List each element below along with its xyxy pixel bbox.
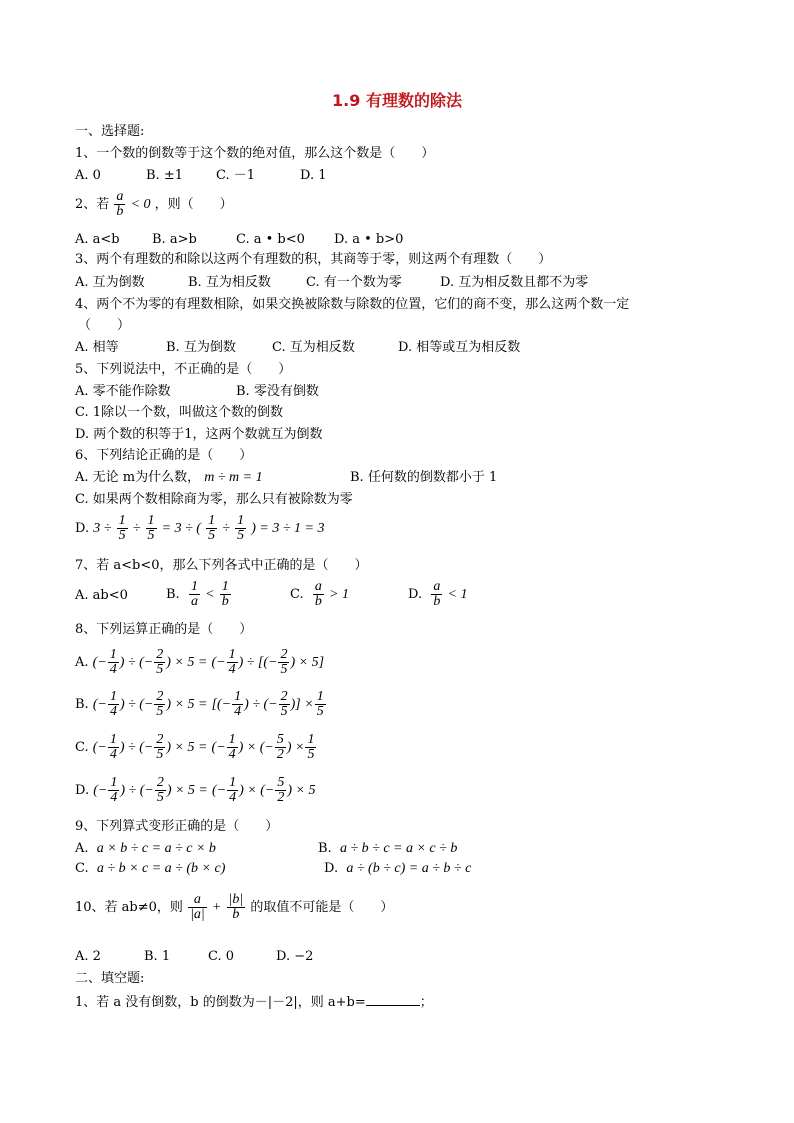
q7-b-fraction [189,580,200,609]
math-text: ) × 5] [290,654,325,670]
numerator: 2 [280,647,288,662]
q9-stem: 9、下列算式变形正确的是（ ） [75,819,279,834]
q6-d-term: ÷ [222,520,230,536]
math-text: ) × 5 [287,782,316,798]
q4-option-a: A. 相等 [75,340,119,355]
q2-frac-denominator: b [116,204,124,219]
fill-q1-end: ； [419,995,433,1010]
numerator: 1 [208,513,216,528]
q8-a-label: A. [75,654,89,670]
math-text: (− [211,654,226,670]
page-title: 1.9 有理数的除法 [332,91,462,110]
fraction [275,776,286,805]
q6-d-fraction [146,514,157,543]
math-text: ) ÷ (− [244,696,278,712]
q8-stem: 8、下列运算正确的是（ ） [75,622,253,637]
numerator: 5 [276,732,284,747]
numerator: 1 [109,689,117,704]
q10-option-c: C. 0 [208,949,235,964]
fraction [275,733,286,762]
denominator: 5 [237,528,245,543]
q2-frac-numerator: a [116,189,124,204]
numerator: 1 [316,689,324,704]
q7-b-fraction [220,580,231,609]
denominator: b [314,594,322,609]
numerator: 2 [156,689,164,704]
numerator: 1 [221,579,229,594]
math-text: (− [92,696,107,712]
q1-option-b: B. ±1 [146,168,183,183]
math-text: ) × (− [238,739,274,755]
denominator: 5 [156,704,164,719]
math-text: ) ÷ [(− [238,654,278,670]
q2-post: ，则（ ） [154,196,233,212]
denominator: a [190,594,198,609]
fraction [227,733,238,762]
q6-option-b: B. 任何数的倒数都小于 1 [350,470,498,485]
q10-pre: 10、若 ab≠0，则 [75,899,183,915]
q6-option-c: C. 如果两个数相除商为零，那么只有被除数为零 [75,492,353,507]
q2-option-b: B. a>b [152,232,197,247]
q1-option-d: D. 1 [300,168,327,183]
denominator: 5 [280,704,288,719]
numerator: 1 [229,775,237,790]
denominator: b [232,907,240,922]
q7-option-b [166,580,232,609]
q8-option-d [75,776,315,805]
denominator: 4 [229,790,237,805]
denominator: 5 [118,528,126,543]
numerator: 1 [237,513,245,528]
fraction [108,776,119,805]
q9-option-b [318,841,457,857]
q10-operator: + [211,899,222,915]
fill-q1 [75,993,433,1011]
denominator: 4 [109,704,117,719]
math-text: (− [92,654,107,670]
q6-option-a [75,470,263,486]
math-text: ) ÷ (− [119,696,154,712]
fill-q1-answer-blank[interactable] [366,993,420,1006]
numerator: 1 [118,513,126,528]
q7-c-rest: > 1 [329,586,349,602]
q6-d-fraction [235,514,246,543]
q1-stem: 1、一个数的倒数等于这个数的绝对值，那么这个数是（ ） [75,146,435,161]
q10-post: 的取值不可能是（ ） [250,899,394,915]
fill-q1-stem: 1、若 a 没有倒数，b 的倒数为－|－2|，则 a+b= [75,995,366,1010]
fraction [108,690,119,719]
q8-option-b [75,690,327,719]
q4-stem-bracket: （ ） [78,318,131,333]
denominator: 5 [307,747,315,762]
q5-option-d: D. 两个数的积等于1，这两个数就互为倒数 [75,427,323,442]
q9-b-label: B. [318,841,332,856]
math-text: ) × 5 = [166,654,208,670]
denominator: 4 [228,662,236,677]
math-text: (− [92,739,107,755]
q9-d-math: a ÷ (b ÷ c) = a ÷ b ÷ c [346,861,472,876]
numerator: 1 [190,579,198,594]
q7-b-operator: < [205,586,215,602]
q10-option-d: D. −2 [276,949,314,964]
q10-option-a: A. 2 [75,949,101,964]
fraction [232,690,243,719]
q3-option-d: D. 互为相反数且都不为零 [440,275,589,290]
math-text: ) × (− [239,782,275,798]
q2-option-a: A. a<b [75,232,120,247]
denominator: 5 [208,528,216,543]
q2-condition: < 0 [130,196,151,212]
q7-d-rest: < 1 [447,586,468,602]
q4-stem: 4、两个不为零的有理数相除，如果交换被除数与除数的位置，它们的商不变，那么这两个数一定 [75,297,630,312]
q3-option-b: B. 互为相反数 [188,275,271,290]
math-text: [(− [211,696,232,712]
q10-stem [75,893,393,922]
denominator: 5 [156,747,164,762]
numerator: 1 [109,647,117,662]
q6-option-a-math: m ÷ m = 1 [204,470,263,485]
fraction [227,648,238,677]
q6-stem: 6、下列结论正确的是（ ） [75,448,253,463]
q6-d-fraction [117,514,128,543]
math-text: ) × 5 = [166,739,208,755]
q3-option-c: C. 有一个数为零 [306,275,402,290]
q2-option-c: C. a • b<0 [236,232,305,247]
math-text: ) ÷ (− [120,782,154,798]
fraction [108,733,119,762]
q7-option-a: A. ab<0 [75,588,128,603]
math-text: (− [211,739,226,755]
q9-c-label: C. [75,861,89,876]
denominator: 4 [110,790,118,805]
denominator: b [433,594,441,609]
numerator: 2 [156,647,164,662]
numerator: 1 [228,732,236,747]
denominator: 4 [109,747,117,762]
q2-pre: 2、若 [75,196,110,212]
numerator: 1 [307,732,315,747]
q6-d-term: ÷ [132,520,141,536]
denominator: b [221,594,229,609]
math-text: ) ÷ (− [119,739,154,755]
numerator: a [433,579,441,594]
fraction [227,776,238,805]
q8-option-c [75,733,317,762]
q5-option-a: A. 零不能作除数 [75,384,171,399]
q7-c-label: C. [290,586,304,602]
q2-stem [75,190,233,219]
q9-c-math: a ÷ b × c = a ÷ (b × c) [96,861,226,876]
denominator: |a| [190,907,205,922]
q10-fraction [227,893,246,922]
q2-fraction [114,190,125,219]
q3-stem: 3、两个有理数的和除以这两个有理数的积，其商等于零，则这两个有理数（ ） [75,252,552,267]
numerator: a [188,893,207,908]
section-fill-heading: 二、填空题: [75,971,145,986]
fraction [108,648,119,677]
q9-option-d [324,861,471,877]
q8-d-label: D. [75,782,90,798]
q10-fraction [188,893,207,922]
math-text: ) × [286,739,305,755]
q7-b-label: B. [166,586,180,602]
q6-d-fraction [206,514,217,543]
q6-d-label: D. [75,520,90,536]
fraction [305,733,316,762]
q4-option-b: B. 互为倒数 [166,340,236,355]
q5-stem: 5、下列说法中，不正确的是（ ） [75,362,292,377]
q8-b-label: B. [75,696,89,712]
fraction [154,690,165,719]
math-text: (− [93,782,108,798]
q1-option-a: A. 0 [75,168,101,183]
q4-option-d: D. 相等或互为相反数 [398,340,521,355]
fraction [279,690,290,719]
q9-d-label: D. [324,861,339,876]
denominator: 4 [109,662,117,677]
denominator: 5 [147,528,155,543]
q6-d-term: = 3 ÷ ( [161,520,201,536]
numerator: 1 [228,647,236,662]
numerator: 2 [156,775,164,790]
numerator: 2 [280,689,288,704]
denominator: 4 [234,704,242,719]
q5-option-b: B. 零没有倒数 [236,384,319,399]
denominator: 5 [316,704,324,719]
q7-d-fraction [431,580,442,609]
denominator: 5 [280,662,288,677]
numerator: 1 [147,513,155,528]
q9-a-label: A. [75,841,89,856]
section-choice-heading: 一、选择题: [75,124,145,139]
numerator: 1 [110,775,118,790]
numerator: 2 [156,732,164,747]
q8-c-label: C. [75,739,89,755]
numerator: a [314,579,322,594]
q6-option-d [75,514,324,543]
q9-option-a [75,841,216,857]
q7-c-fraction [313,580,324,609]
fraction [315,690,326,719]
fraction [278,648,289,677]
q5-option-c: C. 1除以一个数，叫做这个数的倒数 [75,405,284,420]
q7-stem: 7、若 a<b<0，那么下列各式中正确的是（ ） [75,558,368,573]
denominator: 5 [156,790,164,805]
q6-d-term: 3 ÷ [93,520,112,536]
q6-d-term: ) = 3 ÷ 1 = 3 [251,520,325,536]
math-text: ) ÷ (− [119,654,154,670]
math-text: (− [212,782,227,798]
q7-d-label: D. [408,586,423,602]
q3-option-a: A. 互为倒数 [75,275,145,290]
numerator: 1 [234,689,242,704]
denominator: 4 [228,747,236,762]
q9-a-math: a × b ÷ c = a ÷ c × b [96,841,216,856]
q7-option-d [408,580,467,609]
denominator: 2 [276,747,284,762]
q9-option-c [75,861,225,877]
denominator: 2 [277,790,285,805]
q6-option-a-text: A. 无论 m为什么数， [75,470,201,485]
denominator: 5 [156,662,164,677]
math-text: ) × 5 = [166,696,208,712]
q2-option-d: D. a • b>0 [334,232,404,247]
numerator: 1 [109,732,117,747]
q4-option-c: C. 互为相反数 [272,340,355,355]
q7-option-c [290,580,349,609]
fraction [154,648,165,677]
q10-option-b: B. 1 [144,949,171,964]
q8-option-a [75,648,324,677]
fraction [155,776,166,805]
q9-b-math: a ÷ b ÷ c = a × c ÷ b [339,841,458,856]
math-text: )] × [290,696,314,712]
math-text: ) × 5 = [166,782,208,798]
q1-option-c: C. －1 [216,168,256,183]
fraction [154,733,165,762]
numerator: 5 [277,775,285,790]
numerator: |b| [228,892,244,907]
